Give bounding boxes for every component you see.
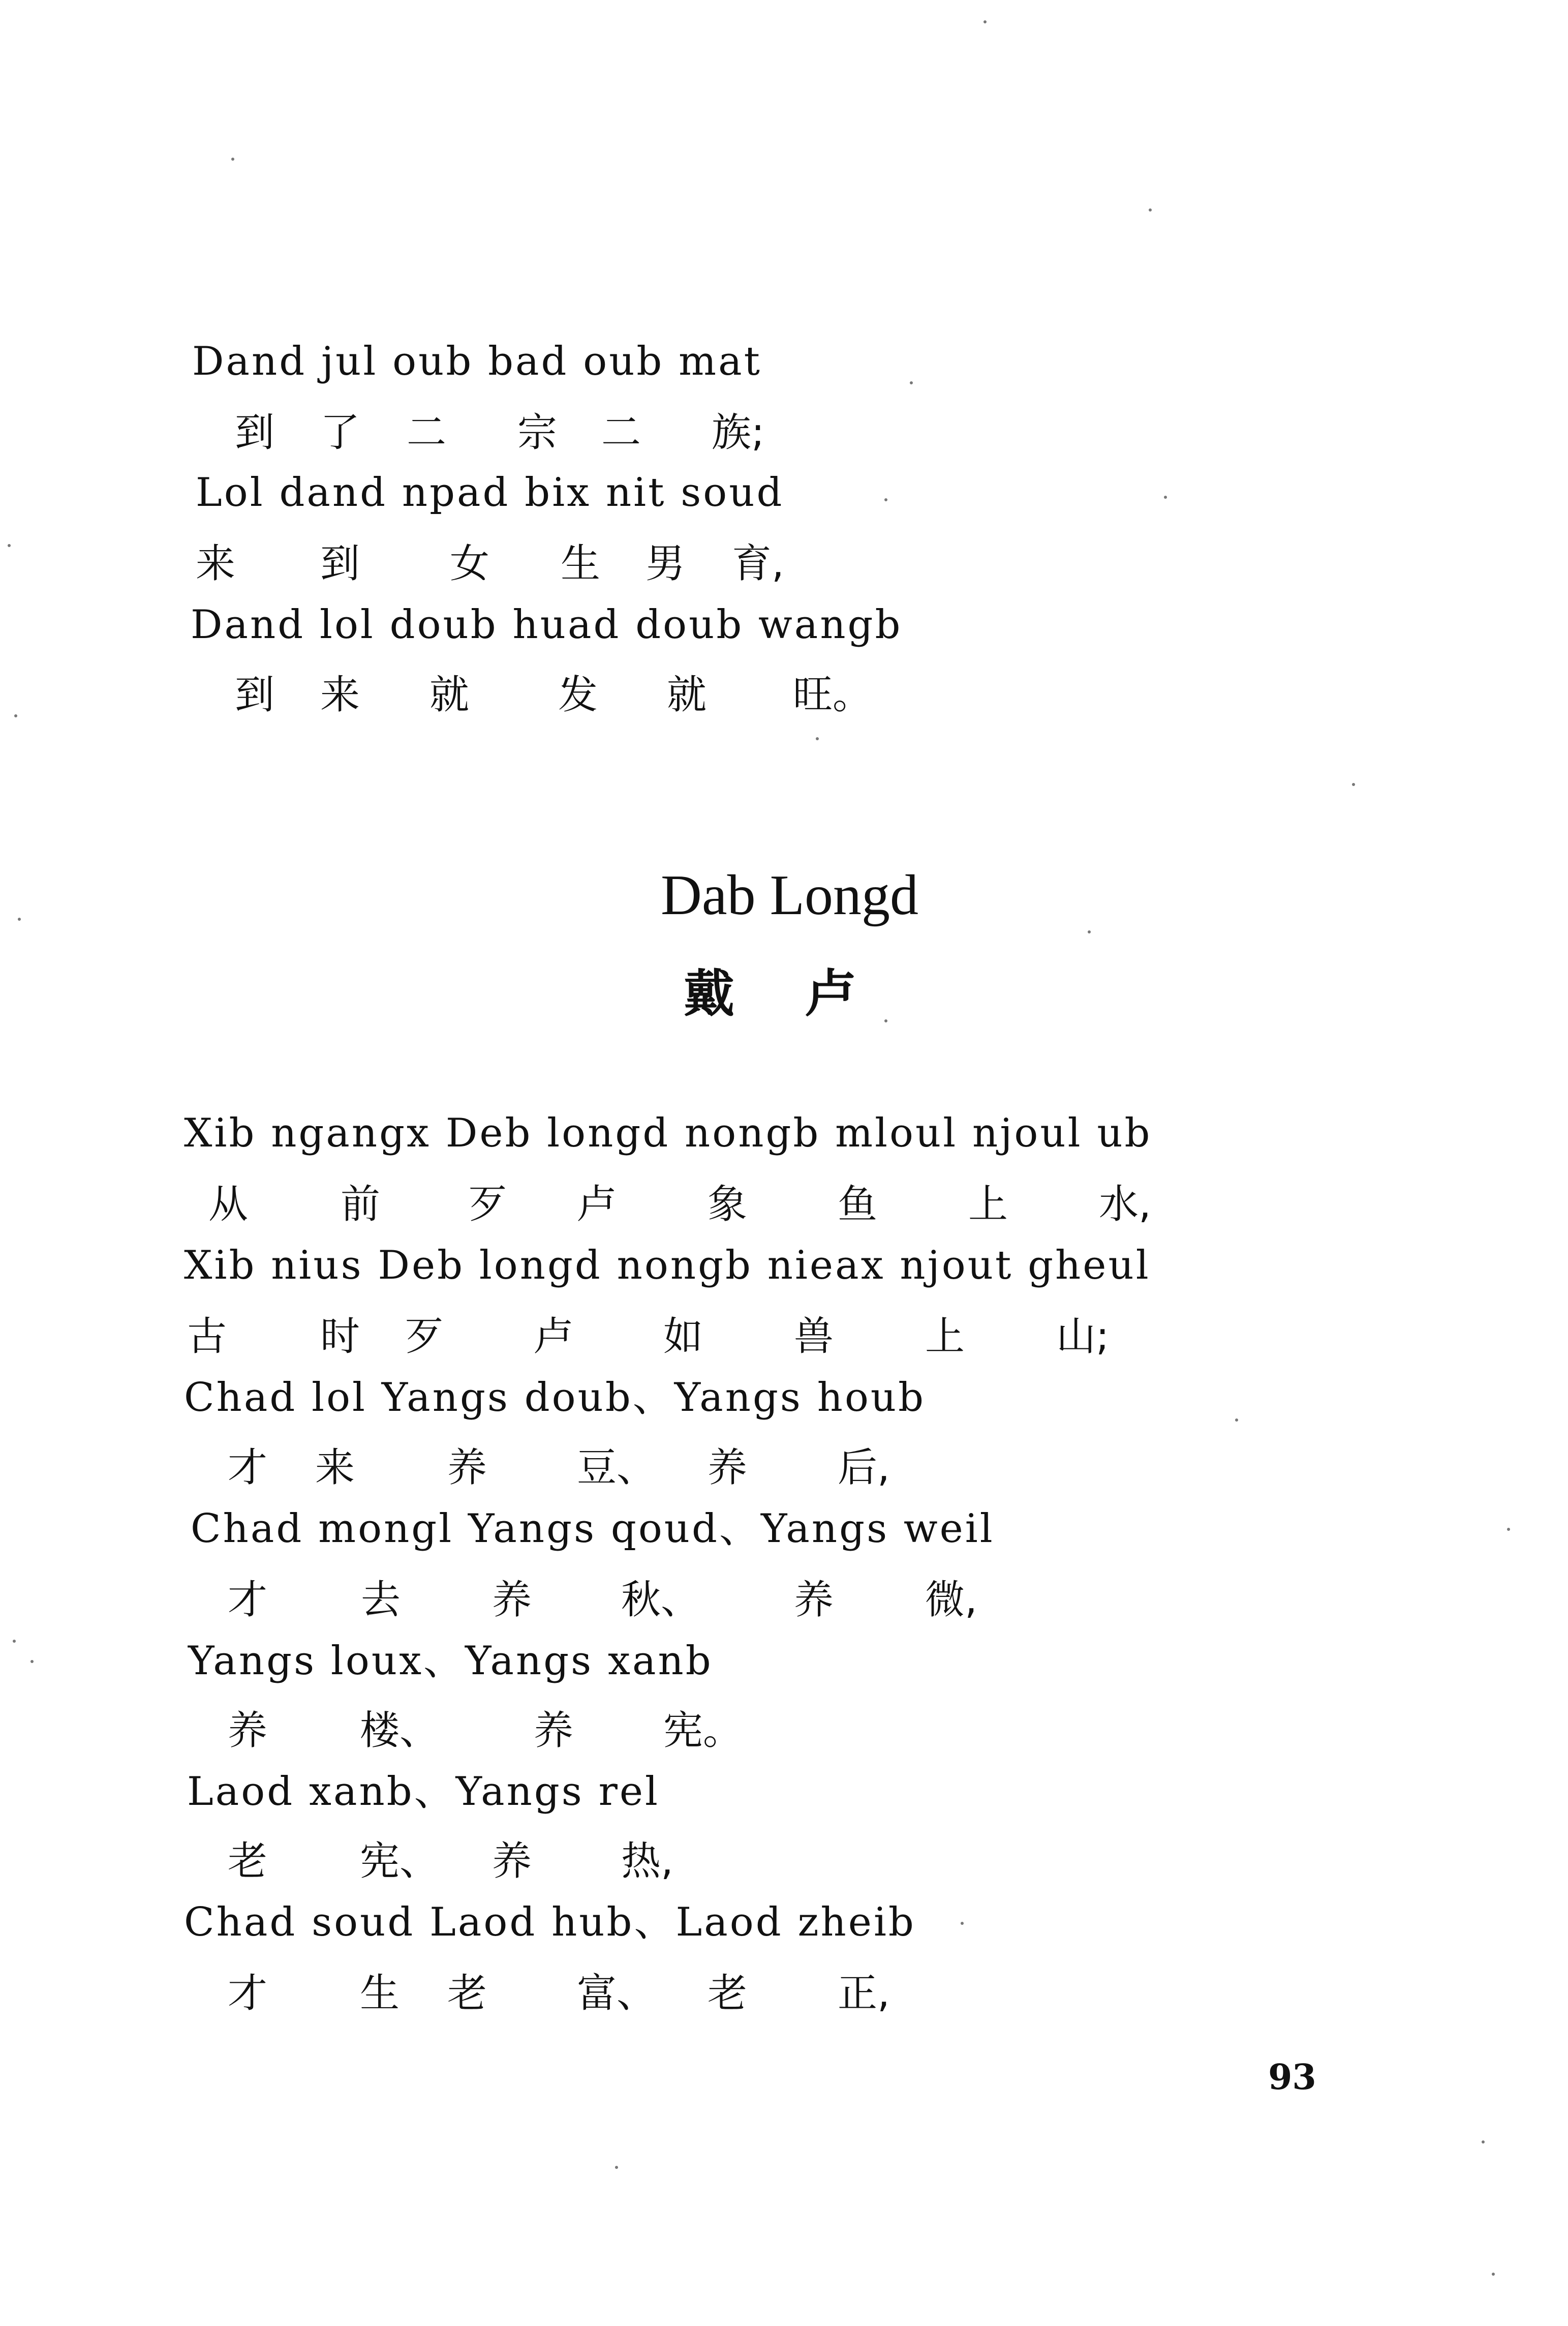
cjk-word: 歹 xyxy=(404,1314,444,1360)
cjk-word: 鱼 xyxy=(838,1182,878,1227)
print-speck xyxy=(1164,496,1167,499)
verse-latin-line: Xib ngangx Deb longd nongb mloul njoul ub xyxy=(184,1110,1152,1156)
cjk-word: 老 xyxy=(447,1971,487,2016)
cjk-word: 老 xyxy=(228,1838,268,1884)
cjk-word: 豆、 xyxy=(577,1445,657,1491)
cjk-word: 前 xyxy=(341,1182,381,1227)
cjk-word: 才 xyxy=(228,1577,268,1623)
cjk-word: 卢 xyxy=(577,1182,617,1227)
print-speck xyxy=(816,737,819,740)
verse-latin-line: Dand jul oub bad oub mat xyxy=(192,339,762,384)
print-speck xyxy=(1149,208,1152,212)
cjk-word: 去 xyxy=(361,1577,401,1623)
cjk-word: 育, xyxy=(732,541,784,587)
verse-cjk-line xyxy=(0,1445,1568,1494)
cjk-word: 象 xyxy=(708,1182,748,1227)
cjk-word: 男 xyxy=(645,541,686,587)
cjk-word: 养 xyxy=(534,1708,574,1754)
cjk-word: 来 xyxy=(315,1445,355,1491)
print-speck xyxy=(884,498,887,501)
cjk-word: 二 xyxy=(407,410,447,456)
print-speck xyxy=(1235,1418,1238,1422)
cjk-word: 正, xyxy=(838,1971,890,2016)
print-speck xyxy=(13,1640,16,1643)
verse-cjk-line xyxy=(0,1708,1568,1757)
print-speck xyxy=(8,544,11,547)
print-speck xyxy=(18,918,21,921)
cjk-word: 就 xyxy=(667,672,707,718)
print-speck xyxy=(1482,2140,1485,2143)
cjk-word: 生 xyxy=(360,1971,400,2016)
cjk-word: 宪、 xyxy=(360,1838,440,1884)
cjk-word: 才 xyxy=(228,1445,268,1491)
verse-latin-line: Chad lol Yangs doub、Yangs houb xyxy=(184,1375,926,1421)
cjk-word: 二 xyxy=(601,410,641,456)
cjk-word: 从 xyxy=(208,1182,249,1227)
print-speck xyxy=(1088,930,1091,933)
cjk-word: 老 xyxy=(708,1971,748,2016)
cjk-word: 水, xyxy=(1099,1182,1151,1227)
verse-latin-line: Yangs loux、Yangs xanb xyxy=(188,1638,713,1684)
verse-latin-line: Lol dand npad bix nit soud xyxy=(196,470,784,516)
cjk-word: 上 xyxy=(968,1182,1008,1227)
cjk-word: 楼、 xyxy=(360,1708,440,1754)
cjk-word: 就 xyxy=(429,672,470,718)
verse-latin-line: Chad soud Laod hub、Laod zheib xyxy=(184,1899,916,1945)
cjk-word: 发 xyxy=(558,672,598,718)
cjk-word: 秋、 xyxy=(621,1577,701,1623)
cjk-word: 养 xyxy=(708,1445,748,1491)
cjk-word: 兽 xyxy=(794,1314,834,1360)
verse-latin-line: Dand lol doub huad doub wangb xyxy=(191,602,903,648)
cjk-word: 养 xyxy=(228,1708,268,1754)
print-speck xyxy=(14,714,17,717)
cjk-word: 来 xyxy=(196,541,236,587)
cjk-word: 山; xyxy=(1056,1314,1110,1360)
cjk-word: 族; xyxy=(712,410,765,456)
cjk-word: 宪。 xyxy=(663,1708,743,1754)
verse-cjk-line xyxy=(0,1314,1568,1363)
cjk-word: 才 xyxy=(228,1971,268,2016)
verse-cjk-line xyxy=(0,541,1568,590)
verse-cjk-line xyxy=(0,1577,1568,1626)
print-speck xyxy=(1507,1528,1510,1531)
print-speck xyxy=(1492,2273,1495,2276)
print-speck xyxy=(231,158,234,161)
cjk-word: 养 xyxy=(794,1577,834,1623)
page-number: 93 xyxy=(1268,2057,1316,2098)
cjk-word: 歹 xyxy=(468,1182,508,1227)
cjk-word: 到 xyxy=(235,672,275,718)
cjk-word: 富、 xyxy=(577,1971,657,2016)
cjk-word: 到 xyxy=(235,410,275,456)
verse-cjk-line xyxy=(0,1182,1568,1230)
cjk-word: 微, xyxy=(925,1577,977,1623)
verse-cjk-line xyxy=(0,672,1568,721)
verse-cjk-line xyxy=(0,1838,1568,1887)
verse-cjk-line xyxy=(0,1971,1568,2019)
cjk-word: 古 xyxy=(187,1314,227,1360)
cjk-word: 如 xyxy=(663,1314,703,1360)
print-speck xyxy=(615,2166,618,2169)
cjk-word: 卢 xyxy=(534,1314,574,1360)
cjk-word: 宗 xyxy=(517,410,558,456)
cjk-word: 养 xyxy=(492,1838,532,1884)
print-speck xyxy=(983,20,987,23)
cjk-word: 生 xyxy=(561,541,601,587)
cjk-word: 女 xyxy=(450,541,490,587)
section-title-latin: Dab Longd xyxy=(661,864,919,927)
print-speck xyxy=(884,1019,887,1022)
cjk-word: 养 xyxy=(492,1577,532,1623)
print-speck xyxy=(961,1922,964,1925)
cjk-word: 后, xyxy=(838,1445,890,1491)
verse-latin-line: Xib nius Deb longd nongb nieax njout gheul xyxy=(184,1243,1151,1288)
section-title-cjk: 戴 卢 xyxy=(684,964,856,1023)
print-speck xyxy=(30,1660,34,1663)
cjk-word: 到 xyxy=(320,541,360,587)
verse-latin-line: Chad mongl Yangs qoud、Yangs weil xyxy=(191,1506,995,1552)
cjk-word: 旺。 xyxy=(793,672,873,718)
cjk-word: 时 xyxy=(320,1314,360,1360)
cjk-word: 了 xyxy=(320,410,360,456)
cjk-word: 养 xyxy=(447,1445,487,1491)
print-speck xyxy=(910,381,913,384)
verse-cjk-line xyxy=(0,410,1568,459)
cjk-word: 上 xyxy=(925,1314,965,1360)
cjk-word: 热, xyxy=(621,1838,673,1884)
print-speck xyxy=(1352,783,1355,786)
verse-latin-line: Laod xanb、Yangs rel xyxy=(187,1769,660,1815)
cjk-word: 来 xyxy=(320,672,360,718)
